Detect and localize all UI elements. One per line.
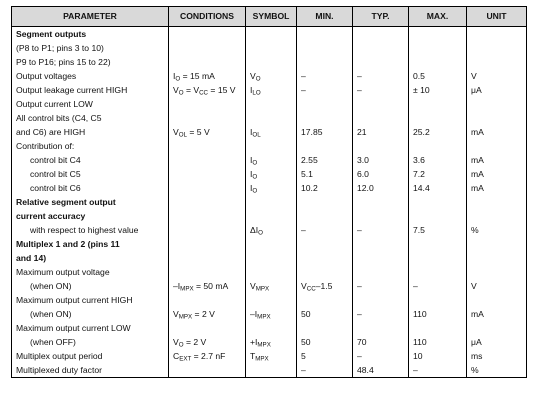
cell-parameter: Multiplex 1 and 2 (pins 11	[12, 237, 169, 251]
cell-max: –	[409, 363, 467, 378]
cell-conditions: $V_{OL} = 5$ V	[169, 125, 246, 139]
cell-parameter: (P8 to P1; pins 3 to 10)	[12, 41, 169, 55]
table-row	[12, 321, 527, 335]
table-row	[12, 41, 527, 55]
cell-parameter: Maximum output voltage	[12, 265, 169, 279]
cell-max: –	[409, 279, 467, 293]
cell-min: 10.2	[297, 181, 353, 195]
cell-parameter: Multiplex output period	[12, 349, 169, 363]
cell-parameter: Maximum output current HIGH	[12, 293, 169, 307]
table-row	[12, 69, 527, 83]
cell-max: 14.4	[409, 181, 467, 195]
cell-max: 3.6	[409, 153, 467, 167]
cell-conditions	[169, 195, 246, 209]
cell-parameter: Output leakage current HIGH	[12, 83, 169, 97]
table-row	[12, 223, 527, 237]
cell-min	[297, 195, 353, 209]
cell-max: 10	[409, 349, 467, 363]
cell-symbol	[246, 363, 297, 378]
cell-max	[409, 209, 467, 223]
cell-symbol: $I_{LO}$	[246, 83, 297, 97]
cell-min: 17.85	[297, 125, 353, 139]
cell-max	[409, 139, 467, 153]
cell-conditions: $V_O = V_{CC} = 15$ V	[169, 83, 246, 97]
cell-symbol	[246, 139, 297, 153]
cell-min	[297, 237, 353, 251]
cell-symbol	[246, 321, 297, 335]
table-row	[12, 195, 527, 209]
column-header-unit: UNIT	[467, 7, 527, 27]
cell-max: 7.2	[409, 167, 467, 181]
cell-max: 0.5	[409, 69, 467, 83]
cell-conditions	[169, 139, 246, 153]
cell-typ	[353, 27, 409, 42]
cell-unit: mA	[467, 125, 527, 139]
cell-unit: mA	[467, 153, 527, 167]
cell-conditions	[169, 97, 246, 111]
table-row	[12, 237, 527, 251]
cell-symbol: $I_O$	[246, 153, 297, 167]
cell-conditions	[169, 223, 246, 237]
table-row	[12, 139, 527, 153]
cell-min: 5.1	[297, 167, 353, 181]
cell-unit	[467, 27, 527, 42]
cell-symbol: $\Delta I_O$	[246, 223, 297, 237]
cell-parameter: and 14)	[12, 251, 169, 265]
cell-conditions	[169, 265, 246, 279]
column-header-parameter: PARAMETER	[12, 7, 169, 27]
cell-symbol: $-I_{MPX}$	[246, 307, 297, 321]
table-row	[12, 363, 527, 378]
cell-max: 7.5	[409, 223, 467, 237]
column-header-max: MAX.	[409, 7, 467, 27]
cell-min	[297, 139, 353, 153]
table-row	[12, 153, 527, 167]
table-row	[12, 209, 527, 223]
cell-conditions	[169, 293, 246, 307]
cell-typ: 12.0	[353, 181, 409, 195]
cell-typ: 3.0	[353, 153, 409, 167]
cell-typ	[353, 237, 409, 251]
cell-typ: –	[353, 307, 409, 321]
cell-typ: –	[353, 69, 409, 83]
cell-unit: mA	[467, 167, 527, 181]
column-header-symbol: SYMBOL	[246, 7, 297, 27]
cell-min: 5	[297, 349, 353, 363]
column-header-conditions: CONDITIONS	[169, 7, 246, 27]
cell-unit	[467, 139, 527, 153]
table-row	[12, 111, 527, 125]
cell-max	[409, 321, 467, 335]
cell-unit: %	[467, 363, 527, 378]
cell-unit	[467, 265, 527, 279]
cell-unit	[467, 97, 527, 111]
cell-symbol	[246, 265, 297, 279]
cell-symbol: $V_O$	[246, 69, 297, 83]
cell-min: –	[297, 363, 353, 378]
cell-unit	[467, 321, 527, 335]
table-row	[12, 335, 527, 349]
cell-parameter: Output current LOW	[12, 97, 169, 111]
cell-typ: –	[353, 223, 409, 237]
cell-symbol	[246, 41, 297, 55]
cell-max	[409, 265, 467, 279]
cell-conditions: $-I_{MPX} = 50$ mA	[169, 279, 246, 293]
cell-min: $V_{CC}-1.5$	[297, 279, 353, 293]
cell-conditions: $C_{EXT} = 2.7$ nF	[169, 349, 246, 363]
cell-parameter: (when ON)	[12, 307, 169, 321]
cell-typ	[353, 265, 409, 279]
cell-min: 2.55	[297, 153, 353, 167]
cell-typ	[353, 321, 409, 335]
cell-conditions	[169, 363, 246, 378]
cell-max: 25.2	[409, 125, 467, 139]
cell-min: –	[297, 69, 353, 83]
cell-typ: 21	[353, 125, 409, 139]
cell-typ	[353, 195, 409, 209]
cell-parameter: Multiplexed duty factor	[12, 363, 169, 378]
cell-typ	[353, 209, 409, 223]
cell-parameter: control bit C4	[12, 153, 169, 167]
table-row	[12, 265, 527, 279]
cell-typ	[353, 139, 409, 153]
table-row	[12, 181, 527, 195]
cell-parameter: (when OFF)	[12, 335, 169, 349]
cell-unit: μA	[467, 335, 527, 349]
cell-parameter: Segment outputs	[12, 27, 169, 42]
cell-min: –	[297, 223, 353, 237]
cell-max	[409, 55, 467, 69]
column-header-typ: TYP.	[353, 7, 409, 27]
cell-typ	[353, 41, 409, 55]
cell-min	[297, 27, 353, 42]
cell-parameter: and C6) are HIGH	[12, 125, 169, 139]
table-body	[12, 27, 527, 378]
cell-min: 50	[297, 307, 353, 321]
cell-min	[297, 265, 353, 279]
cell-max	[409, 237, 467, 251]
cell-typ: –	[353, 279, 409, 293]
cell-parameter: control bit C5	[12, 167, 169, 181]
cell-typ: –	[353, 349, 409, 363]
cell-parameter: Contribution of:	[12, 139, 169, 153]
cell-parameter: with respect to highest value	[12, 223, 169, 237]
table-row	[12, 167, 527, 181]
cell-typ	[353, 251, 409, 265]
cell-conditions	[169, 41, 246, 55]
table-row	[12, 125, 527, 139]
table-row	[12, 83, 527, 97]
cell-unit	[467, 209, 527, 223]
cell-symbol	[246, 55, 297, 69]
cell-typ	[353, 293, 409, 307]
cell-conditions	[169, 55, 246, 69]
cell-unit: mA	[467, 181, 527, 195]
cell-min	[297, 111, 353, 125]
cell-min	[297, 293, 353, 307]
cell-max	[409, 251, 467, 265]
cell-max	[409, 27, 467, 42]
table-row	[12, 55, 527, 69]
cell-unit	[467, 293, 527, 307]
cell-unit	[467, 41, 527, 55]
table-row	[12, 293, 527, 307]
cell-parameter: control bit C6	[12, 181, 169, 195]
cell-symbol: $I_O$	[246, 181, 297, 195]
cell-conditions	[169, 181, 246, 195]
cell-parameter: Maximum output current LOW	[12, 321, 169, 335]
cell-min: 50	[297, 335, 353, 349]
cell-unit	[467, 251, 527, 265]
cell-symbol: $T_{MPX}$	[246, 349, 297, 363]
cell-min	[297, 97, 353, 111]
cell-unit	[467, 55, 527, 69]
cell-unit: mA	[467, 307, 527, 321]
cell-symbol	[246, 97, 297, 111]
cell-unit: %	[467, 223, 527, 237]
cell-min	[297, 251, 353, 265]
cell-unit: V	[467, 279, 527, 293]
cell-unit: V	[467, 69, 527, 83]
cell-min	[297, 41, 353, 55]
cell-unit: ms	[467, 349, 527, 363]
cell-max	[409, 293, 467, 307]
cell-parameter: All control bits (C4, C5	[12, 111, 169, 125]
cell-typ: 70	[353, 335, 409, 349]
cell-max	[409, 97, 467, 111]
table-row	[12, 251, 527, 265]
cell-conditions	[169, 153, 246, 167]
cell-symbol: $V_{MPX}$	[246, 279, 297, 293]
cell-max	[409, 111, 467, 125]
cell-symbol	[246, 251, 297, 265]
cell-min	[297, 209, 353, 223]
cell-symbol	[246, 111, 297, 125]
cell-conditions	[169, 111, 246, 125]
cell-symbol	[246, 209, 297, 223]
cell-typ: 6.0	[353, 167, 409, 181]
cell-min	[297, 321, 353, 335]
cell-parameter: Output voltages	[12, 69, 169, 83]
cell-symbol	[246, 237, 297, 251]
table-header-row	[12, 7, 527, 27]
cell-typ	[353, 111, 409, 125]
cell-symbol	[246, 293, 297, 307]
spec-table-container	[11, 6, 527, 378]
cell-typ	[353, 97, 409, 111]
cell-symbol: $I_{OL}$	[246, 125, 297, 139]
cell-conditions	[169, 209, 246, 223]
cell-symbol	[246, 27, 297, 42]
cell-conditions: $V_{MPX} = 2$ V	[169, 307, 246, 321]
table-row	[12, 97, 527, 111]
cell-max: 110	[409, 335, 467, 349]
cell-parameter: current accuracy	[12, 209, 169, 223]
cell-conditions	[169, 167, 246, 181]
cell-conditions	[169, 251, 246, 265]
electrical-characteristics-table	[11, 6, 527, 378]
cell-conditions	[169, 27, 246, 42]
cell-max: ± 10	[409, 83, 467, 97]
cell-max	[409, 195, 467, 209]
cell-min	[297, 55, 353, 69]
cell-conditions: $V_O = 2$ V	[169, 335, 246, 349]
cell-parameter: (when ON)	[12, 279, 169, 293]
table-row	[12, 279, 527, 293]
cell-typ: 48.4	[353, 363, 409, 378]
cell-max	[409, 41, 467, 55]
cell-symbol: $I_O$	[246, 167, 297, 181]
table-row	[12, 349, 527, 363]
cell-unit	[467, 111, 527, 125]
cell-parameter: Relative segment output	[12, 195, 169, 209]
column-header-min: MIN.	[297, 7, 353, 27]
cell-symbol	[246, 195, 297, 209]
cell-min: –	[297, 83, 353, 97]
cell-conditions	[169, 237, 246, 251]
cell-unit: μA	[467, 83, 527, 97]
cell-typ: –	[353, 83, 409, 97]
cell-unit	[467, 195, 527, 209]
cell-unit	[467, 237, 527, 251]
cell-conditions: $I_O = 15$ mA	[169, 69, 246, 83]
cell-symbol: $+I_{MPX}$	[246, 335, 297, 349]
table-row	[12, 27, 527, 42]
cell-parameter: P9 to P16; pins 15 to 22)	[12, 55, 169, 69]
table-row	[12, 307, 527, 321]
cell-max: 110	[409, 307, 467, 321]
cell-typ	[353, 55, 409, 69]
cell-conditions	[169, 321, 246, 335]
